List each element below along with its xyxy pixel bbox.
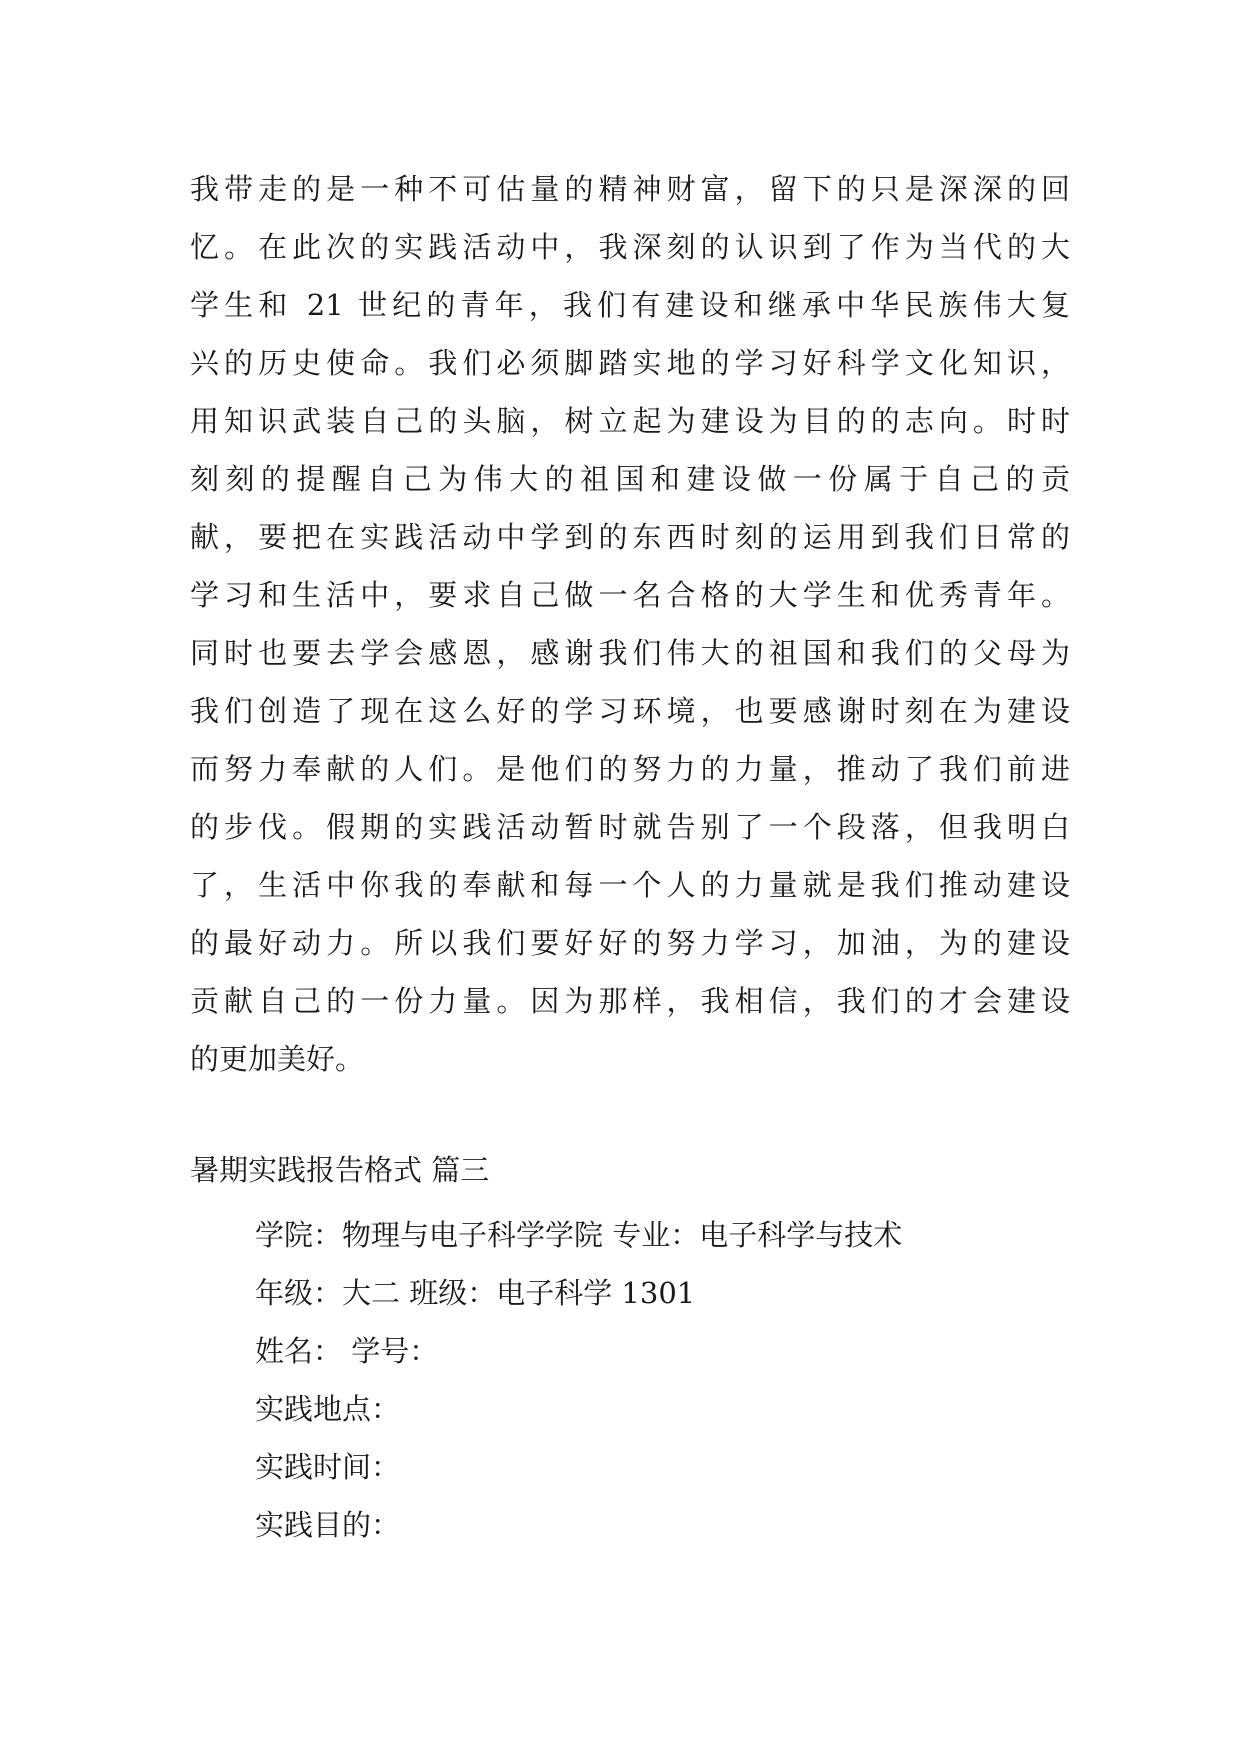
paragraph-line: 了，生活中你我的奉献和每一个人的力量就是我们推动建设	[190, 868, 1070, 902]
paragraph-line: 学习和生活中，要求自己做一名合格的大学生和优秀青年。	[190, 578, 1070, 612]
paragraph-line: 贡献自己的一份力量。因为那样，我相信，我们的才会建设	[190, 984, 1070, 1018]
info-practice-purpose: 实践目的：	[255, 1508, 401, 1542]
paragraph-line: 兴的历史使命。我们必须脚踏实地的学习好科学文化知识，	[190, 346, 1070, 380]
paragraph-line: 刻刻的提醒自己为伟大的祖国和建设做一份属于自己的贡	[190, 462, 1070, 496]
paragraph-line: 我带走的是一种不可估量的精神财富，留下的只是深深的回	[190, 172, 1070, 206]
paragraph-line: 的步伐。假期的实践活动暂时就告别了一个段落，但我明白	[190, 810, 1070, 844]
paragraph-line: 献，要把在实践活动中学到的东西时刻的运用到我们日常的	[190, 520, 1070, 554]
paragraph-line: 用知识武装自己的头脑，树立起为建设为目的的志向。时时	[190, 404, 1070, 438]
paragraph-line: 而努力奉献的人们。是他们的努力的力量，推动了我们前进	[190, 752, 1070, 786]
info-name-student-id: 姓名： 学号：	[255, 1334, 439, 1368]
info-practice-time: 实践时间：	[255, 1450, 401, 1484]
info-grade-class: 年级：大二 班级：电子科学 1301	[255, 1276, 696, 1310]
section-heading: 暑期实践报告格式 篇三	[190, 1153, 490, 1187]
paragraph-line: 忆。在此次的实践活动中，我深刻的认识到了作为当代的大	[190, 230, 1070, 264]
paragraph-line: 的更加美好。	[190, 1042, 365, 1076]
body-paragraph	[190, 160, 1070, 1088]
paragraph-line: 的最好动力。所以我们要好好的努力学习，加油，为的建设	[190, 926, 1070, 960]
info-college-major: 学院：物理与电子科学学院 专业：电子科学与技术	[255, 1218, 903, 1252]
paragraph-line: 学生和 21 世纪的青年，我们有建设和继承中华民族伟大复	[190, 288, 1070, 322]
report-info-block	[255, 1206, 902, 1554]
paragraph-line: 同时也要去学会感恩，感谢我们伟大的祖国和我们的父母为	[190, 636, 1070, 670]
info-practice-location: 实践地点：	[255, 1392, 401, 1426]
paragraph-line: 我们创造了现在这么好的学习环境，也要感谢时刻在为建设	[190, 694, 1070, 728]
